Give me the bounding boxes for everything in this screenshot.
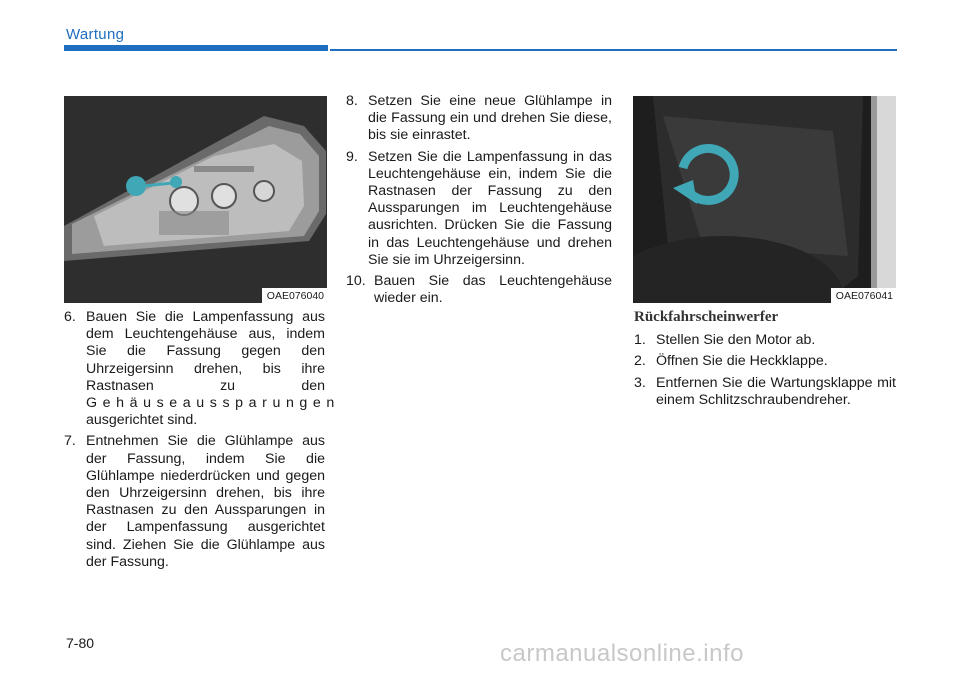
step-number: 10. [346, 273, 366, 290]
page-number: 7-80 [66, 635, 95, 651]
step-list [634, 332, 896, 409]
step-number: 2. [634, 353, 646, 370]
header-rule-thin [330, 49, 897, 51]
step-text: Öffnen Sie die Heckklappe. [656, 353, 828, 370]
step-number: 3. [634, 374, 646, 391]
step-item [346, 93, 612, 145]
trunk-service-cover-illustration [633, 96, 896, 303]
column-1 [64, 309, 340, 575]
step-text: Entnehmen Sie die Glühlampe aus der Fassung, indem Sie die Glühlampe niederdrücken und gegen den Uhrzeigersinn drehen, bis ihre Rastnasen zu den Aussparungen in der Lampenfassung ausgerichtet sind. Ziehen Sie die Glühlampe aus der Fassung. [86, 433, 325, 570]
subsection-heading: Rückfahrscheinwerfer [634, 309, 779, 325]
step-text: Bauen Sie die Lampenfassung aus dem Leuchtengehäuse aus, indem Sie die Fassung gegen den Uhrzeigersinn drehen, bis ihre Rastnasen zu den [86, 309, 325, 394]
step-item [634, 375, 896, 409]
step-number: 1. [634, 332, 646, 349]
header-rule-thick [64, 45, 328, 51]
step-text: Setzen Sie die Lampenfassung in das Leuchtengehäuse ein, indem Sie die Rastnasen der Fassung zu den Aussparungen im Leuchtengehäuse ausrichten. Drücken Sie die Fassung in das Leuchtengehäuse und drehen Sie sie im Uhrzeigersinn. [368, 148, 612, 268]
step-text: ausgerichtet sind. [86, 412, 198, 429]
step-text: Gehäuseaussparungen [86, 395, 340, 412]
step-text: Entfernen Sie die Wartungsklappe mit einem Schlitzschraubendreher. [656, 374, 896, 408]
step-text: Setzen Sie eine neue Glühlampe in die Fassung ein und drehen Sie diese, bis sie einrastet. [368, 93, 612, 144]
column-3 [634, 309, 896, 413]
step-text: Bauen Sie das Leuchtengehäuse wieder ein. [374, 273, 612, 307]
step-item [346, 273, 612, 307]
step-list [64, 309, 340, 571]
step-number: 8. [346, 93, 358, 109]
section-title: Wartung [66, 26, 125, 43]
tail-lamp-housing-illustration [64, 96, 327, 303]
figure-tail-lamp [64, 96, 327, 303]
step-item [634, 353, 896, 370]
step-item [346, 149, 612, 269]
step-number: 6. [64, 309, 76, 325]
step-item [64, 309, 340, 429]
figure-code: OAE076040 [262, 288, 327, 303]
step-number: 9. [346, 148, 358, 165]
watermark: carmanualsonline.info [500, 640, 744, 667]
column-2 [346, 93, 612, 311]
step-list [346, 93, 612, 307]
figure-service-cover [633, 96, 896, 303]
step-text: Stellen Sie den Motor ab. [656, 332, 816, 349]
step-number: 7. [64, 433, 76, 450]
step-item [634, 332, 896, 349]
figure-code: OAE076041 [831, 288, 896, 303]
step-item [64, 433, 325, 571]
